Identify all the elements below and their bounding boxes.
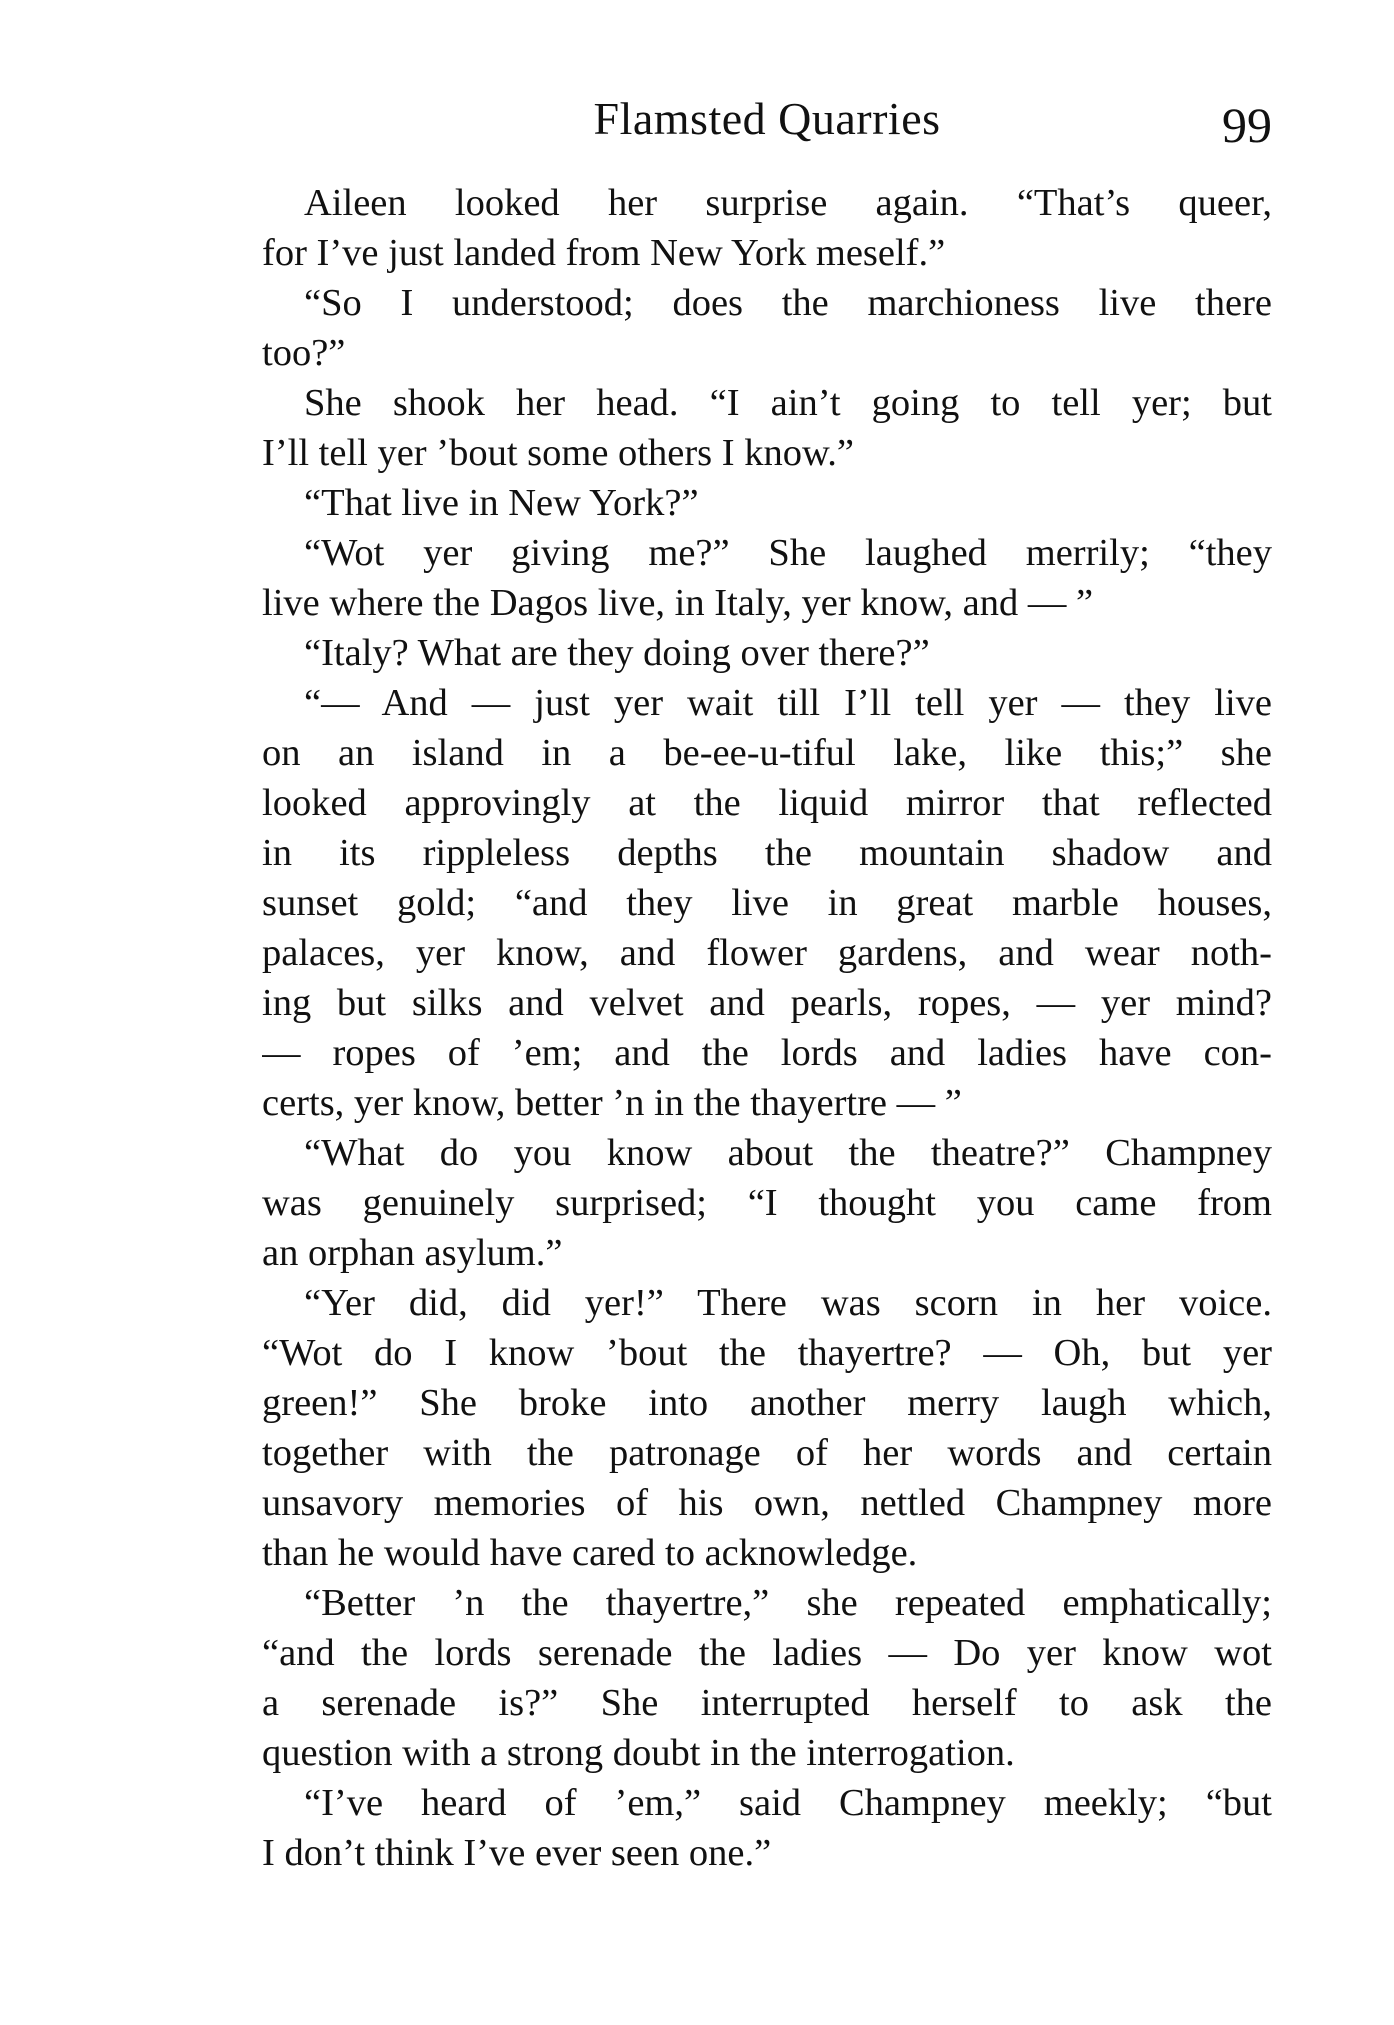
text-line: — ropes of ’em; and the lords and ladies have con- (262, 1032, 1272, 1074)
text-line: “Italy? What are they doing over there?” (304, 632, 930, 674)
text-line: a serenade is?” She interrupted herself to ask the (262, 1682, 1272, 1724)
text-line: question with a strong doubt in the interrogation. (262, 1732, 1015, 1774)
running-title: Flamsted Quarries (593, 93, 941, 144)
text-line: on an island in a be-ee-u-tiful lake, like this;” she (262, 732, 1272, 774)
text-line: “What do you know about the theatre?” Champney (304, 1132, 1272, 1174)
text-line: “That live in New York?” (304, 482, 699, 524)
text-line: unsavory memories of his own, nettled Champney more (262, 1482, 1272, 1524)
text-line: for I’ve just landed from New York meself.” (262, 232, 946, 274)
text-line: “— And — just yer wait till I’ll tell yer — they live (304, 682, 1272, 724)
text-line: ing but silks and velvet and pearls, ropes, — yer mind? (262, 982, 1272, 1024)
text-line: in its rippleless depths the mountain shadow and (262, 832, 1272, 874)
text-line: was genuinely surprised; “I thought you came from (262, 1182, 1272, 1224)
text-line: palaces, yer know, and flower gardens, and wear noth- (262, 932, 1272, 974)
text-line: an orphan asylum.” (262, 1232, 563, 1274)
text-line: “Wot do I know ’bout the thayertre? — Oh, but yer (262, 1332, 1272, 1374)
text-line: Aileen looked her surprise again. “That’s queer, (304, 182, 1272, 224)
text-line: than he would have cared to acknowledge. (262, 1532, 918, 1574)
text-line: “Better ’n the thayertre,” she repeated emphatically; (304, 1582, 1272, 1624)
text-line: I’ll tell yer ’bout some others I know.” (262, 432, 854, 474)
text-line: live where the Dagos live, in Italy, yer know, and — ” (262, 582, 1094, 624)
text-line: “and the lords serenade the ladies — Do yer know wot (262, 1632, 1272, 1674)
page-header (262, 92, 1272, 162)
text-line: “I’ve heard of ’em,” said Champney meekly; “but (304, 1782, 1272, 1824)
text-line: “So I understood; does the marchioness live there (304, 282, 1272, 324)
text-line: I don’t think I’ve ever seen one.” (262, 1832, 772, 1874)
text-line: green!” She broke into another merry laugh which, (262, 1382, 1272, 1424)
text-line: sunset gold; “and they live in great marble houses, (262, 882, 1272, 924)
text-line: “Wot yer giving me?” She laughed merrily; “they (304, 532, 1272, 574)
text-line: looked approvingly at the liquid mirror that reflected (262, 782, 1272, 824)
body-text (262, 178, 1272, 1878)
text-line: “Yer did, did yer!” There was scorn in her voice. (304, 1282, 1272, 1324)
text-line: certs, yer know, better ’n in the thayertre — ” (262, 1082, 962, 1124)
text-line: together with the patronage of her words and certain (262, 1432, 1272, 1474)
text-line: too?” (262, 332, 346, 374)
text-line: She shook her head. “I ain’t going to tell yer; but (304, 382, 1272, 424)
page-number: 99 (1222, 97, 1272, 153)
